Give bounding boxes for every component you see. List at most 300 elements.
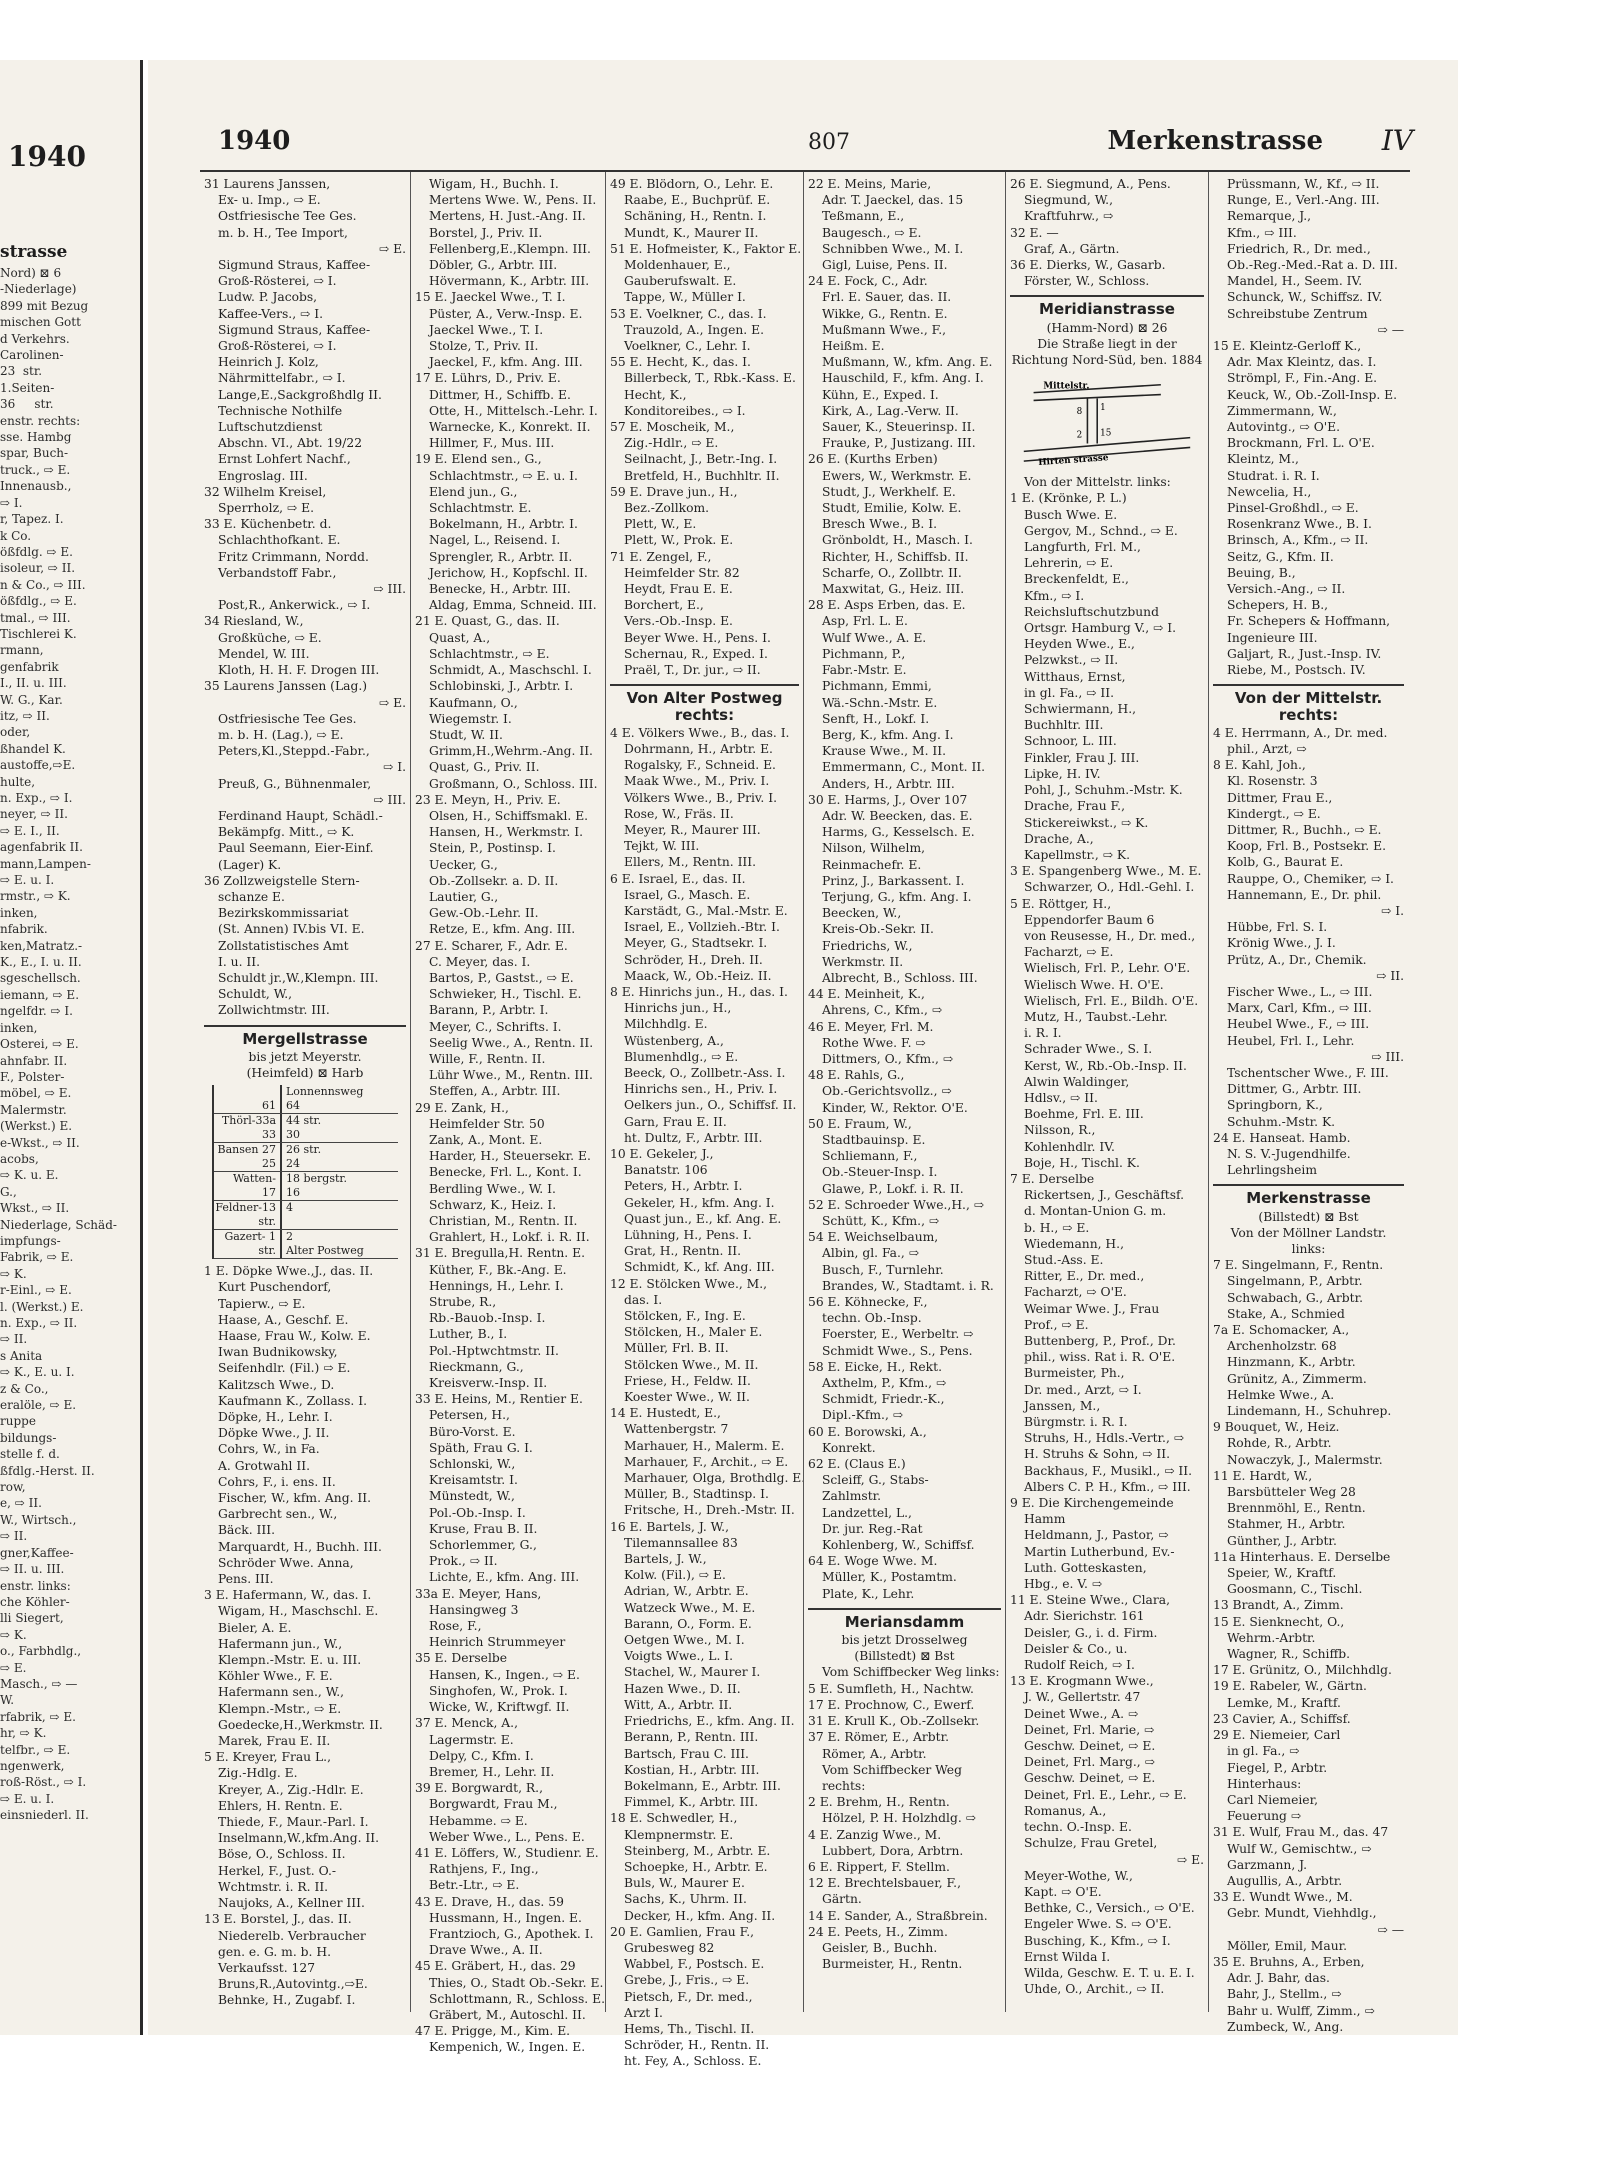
resident-line: Brinsch, A., Kfm., ⇨ II. xyxy=(1227,533,1369,548)
map-row xyxy=(214,1128,398,1143)
map-row xyxy=(214,1099,398,1114)
house-entry: 47 E. Prigge, M., Kim. E. xyxy=(415,2024,571,2039)
resident-line: Sauer, K., Steuerinsp. II. xyxy=(822,420,976,435)
resident-line: Schröder, H., Dreh. II. xyxy=(624,952,763,967)
resident-line: Kühn, E., Exped. I. xyxy=(822,387,939,402)
resident-line: Pens. III. xyxy=(218,1572,274,1587)
resident-line: Dittmer, Frau E., xyxy=(1227,790,1333,805)
prev-line: o., Farbhdlg., xyxy=(0,1644,82,1659)
resident-line: Schmidt, K., kf. Ang. III. xyxy=(624,1260,775,1275)
prev-line: ⇨ II. xyxy=(0,1332,28,1347)
prev-line: n & Co., ⇨ III. xyxy=(0,577,86,592)
resident-line: Lindemann, H., Schuhrep. xyxy=(1227,1404,1392,1419)
resident-line: Meyer, G., Stadtsekr. I. xyxy=(624,936,768,951)
resident-line: Bez.-Zollkom. xyxy=(624,501,710,516)
prev-line: agenfabrik II. xyxy=(0,840,83,855)
resident-line: Hdlsv., ⇨ II. xyxy=(1024,1090,1098,1105)
resident-line: Wiegemstr. I. xyxy=(429,711,512,726)
prev-line: ⇨ E. xyxy=(0,1660,27,1675)
prev-line: ngenwerk, xyxy=(0,1758,65,1773)
resident-line: m. b. H. (Lag.), ⇨ E. xyxy=(218,727,344,742)
resident-line: Kostian, H., Arbtr. III. xyxy=(624,1762,760,1777)
resident-line: Bretfeld, H., Buchhltr. II. xyxy=(624,468,780,483)
resident-line: Benecke, Frl. L., Kont. I. xyxy=(429,1165,582,1180)
resident-line: Mertens Wwe. W., Pens. II. xyxy=(429,193,597,208)
map-row xyxy=(214,1244,398,1259)
prev-line: 1.Seiten- xyxy=(0,380,55,395)
map-row xyxy=(214,1157,398,1172)
prev-line: ⇨ K. xyxy=(0,1627,27,1642)
resident-line: ht. Dultz, F., Arbtr. III. xyxy=(624,1130,763,1145)
resident-line: techn. O.-Insp. E. xyxy=(1024,1820,1132,1835)
resident-line: Peters, H., Arbtr. I. xyxy=(624,1179,743,1194)
section-subheading: Von der Möllner Landstr. xyxy=(1230,1225,1387,1240)
prev-line: roß-Röst., ⇨ I. xyxy=(0,1775,87,1790)
resident-line: Abschn. VI., Abt. 19/22 xyxy=(218,436,363,451)
resident-line: Wagner, R., Schiffb. xyxy=(1227,1647,1350,1662)
resident-line: Klempnermstr. E. xyxy=(624,1827,734,1842)
resident-line: ⇨ — xyxy=(1377,1922,1404,1937)
resident-line: Berdling Wwe., W. I. xyxy=(429,1181,556,1196)
resident-line: Barann, O., Form. E. xyxy=(624,1616,752,1631)
prev-line: e, ⇨ II. xyxy=(0,1496,42,1511)
resident-line: Stud.-Ass. E. xyxy=(1024,1252,1104,1267)
house-entry: 49 E. Blödorn, O., Lehr. E. xyxy=(610,177,774,191)
resident-line: Mutz, H., Taubst.-Lehr. xyxy=(1024,1009,1168,1024)
resident-line: Kruse, Frau B. II. xyxy=(429,1521,538,1536)
house-entry: 17 E. Lührs, D., Priv. E. xyxy=(415,371,561,386)
section-heading: Meriansdamm xyxy=(808,1608,1001,1630)
resident-line: Fabr.-Mstr. E. xyxy=(822,663,907,678)
resident-line: ⇨ II. xyxy=(1376,968,1404,983)
resident-line: in gl. Fa., ⇨ II. xyxy=(1024,685,1114,700)
house-entry: 8 E. Hinrichs jun., H., das. I. xyxy=(610,984,788,999)
house-entry: 56 E. Köhnecke, F., xyxy=(808,1295,928,1310)
prev-line: ßhandel K. xyxy=(0,741,66,756)
resident-line: ⇨ E. xyxy=(378,241,406,256)
prev-line: eralöle, ⇨ E. xyxy=(0,1398,77,1413)
resident-line: Hansen, H., Werkmstr. I. xyxy=(429,825,584,840)
resident-line: Israel, G., Masch. E. xyxy=(624,887,751,902)
house-entry: 19 E. Elend sen., G., xyxy=(415,452,542,467)
map-left-label: 17 xyxy=(214,1186,282,1200)
resident-line: Studt, Emilie, Kolw. E. xyxy=(822,501,962,516)
resident-line: Wabbel, F., Postsch. E. xyxy=(624,1957,765,1972)
prev-line: ahnfabr. II. xyxy=(0,1053,68,1068)
resident-line: Kaufmann K., Zollass. I. xyxy=(218,1393,367,1408)
prev-line: ößfdlg., ⇨ E. xyxy=(0,594,77,609)
resident-line: Prütz, A., Dr., Chemik. xyxy=(1227,952,1367,967)
resident-line: Tappe, W., Müller I. xyxy=(624,290,746,305)
resident-line: Vom Schiffbecker Weg xyxy=(822,1762,962,1777)
resident-line: Schlachtmstr., ⇨ E. xyxy=(429,646,550,661)
resident-line: Gräbert, M., Autoschl. II. xyxy=(429,2007,586,2022)
resident-line: Ewers, W., Werkmstr. E. xyxy=(822,468,972,483)
map-right-label: 64 xyxy=(286,1099,300,1113)
resident-line: Groß-Rösterei, ⇨ I. xyxy=(218,339,337,354)
resident-line: Boje, H., Tischl. K. xyxy=(1024,1155,1140,1170)
house-entry: 19 E. Rabeler, W., Gärtn. xyxy=(1213,1679,1367,1694)
resident-line: Glawe, P., Lokf. i. R. II. xyxy=(822,1181,964,1196)
resident-line: Lemke, M., Kraftf. xyxy=(1227,1695,1341,1710)
resident-line: Benecke, H., Arbtr. III. xyxy=(429,582,571,597)
house-entry: 12 E. Stölcken Wwe., M., xyxy=(610,1276,768,1291)
resident-line: Burmeister, Ph., xyxy=(1024,1366,1125,1381)
resident-line: Zahlmstr. xyxy=(822,1489,882,1504)
column-4 xyxy=(803,172,1005,2012)
resident-line: Marx, Carl, Kfm., ⇨ III. xyxy=(1227,1001,1372,1016)
resident-line: Olsen, H., Schiffsmakl. E. xyxy=(429,808,589,823)
section-subheading: links: xyxy=(1291,1242,1326,1256)
house-entry: 14 E. Sander, A., Straßbrein. xyxy=(808,1908,988,1923)
resident-line: Nagel, L., Reisend. I. xyxy=(429,533,561,548)
resident-line: Singelmann, P., Arbtr. xyxy=(1227,1274,1363,1289)
directory-page xyxy=(148,60,1458,2069)
house-entry: 7 E. Singelmann, F., Rentn. xyxy=(1213,1258,1384,1273)
resident-line: Büro-Vorst. E. xyxy=(429,1424,516,1439)
resident-line: Schernau, R., Exped. I. xyxy=(624,646,768,661)
section-subheading: Richtung Nord-Süd, ben. 1884 xyxy=(1011,353,1203,368)
prev-line: Nord) ⊠ 6 xyxy=(0,266,62,280)
prev-line: ⇨ E. I., II. xyxy=(0,823,60,838)
house-entry: 11 E. Steine Wwe., Clara, xyxy=(1010,1593,1170,1608)
resident-line: Klempn.-Mstr., ⇨ E. xyxy=(218,1701,342,1716)
resident-line: ⇨ I. xyxy=(1381,903,1404,918)
house-entry: 57 E. Moscheik, M., xyxy=(610,420,735,435)
section-heading: Merkenstrasse xyxy=(1213,1184,1404,1206)
house-entry: 43 E. Drave, H., das. 59 xyxy=(415,1894,564,1909)
resident-line: Technische Nothilfe xyxy=(218,403,343,418)
resident-line: Rohde, R., Arbtr. xyxy=(1227,1436,1332,1451)
resident-line: Ernst Wilda I. xyxy=(1024,1949,1111,1964)
prev-line: telfbr., ⇨ E. xyxy=(0,1742,71,1757)
resident-line: ht. Fey, A., Schloss. E. xyxy=(624,2054,762,2069)
map-row xyxy=(214,1186,398,1201)
resident-line: Post,R., Ankerwick., ⇨ I. xyxy=(218,598,371,613)
resident-line: Brandes, W., Stadtamt. i. R. xyxy=(822,1278,994,1293)
prev-line: k Co. xyxy=(0,528,32,543)
house-entry: 5 E. Kreyer, Frau L., xyxy=(204,1750,331,1765)
resident-line: Richter, H., Schiffsb. II. xyxy=(822,549,969,564)
resident-line: Friedrichs, W., xyxy=(822,938,913,953)
house-entry: 32 E. — xyxy=(1010,225,1059,240)
resident-line: Terjung, G., kfm. Ang. I. xyxy=(822,889,972,904)
resident-line: Bieler, A. E. xyxy=(218,1620,292,1635)
resident-line: Kapellmstr., ⇨ K. xyxy=(1024,847,1131,862)
resident-line: Konditoreibes., ⇨ I. xyxy=(624,403,746,418)
prev-line: row, xyxy=(0,1480,26,1495)
resident-line: I. u. II. xyxy=(218,954,261,969)
prev-line: Wkst., ⇨ II. xyxy=(0,1201,70,1216)
map-label-15: 15 xyxy=(1100,428,1112,439)
resident-line: Rosenkranz Wwe., B. I. xyxy=(1227,517,1372,532)
resident-line: Boehme, Frl. E. III. xyxy=(1024,1107,1144,1122)
section-heading: Von Alter Postweg rechts: xyxy=(610,684,799,722)
map-drawing xyxy=(1014,374,1200,468)
map-right-label: 24 xyxy=(286,1157,300,1171)
resident-line: Stahmer, H., Arbtr. xyxy=(1227,1517,1346,1532)
resident-line: Scleiff, G., Stabs- xyxy=(822,1473,929,1488)
resident-line: Landzettel, L., xyxy=(822,1505,912,1520)
house-entry: 15 E. Sienknecht, O., xyxy=(1213,1614,1345,1629)
resident-line: Münstedt, W., xyxy=(429,1489,515,1504)
map-row xyxy=(214,1114,398,1128)
resident-line: Versich.-Ang., ⇨ II. xyxy=(1227,582,1346,597)
map-left-label: 33 xyxy=(214,1128,282,1142)
house-entry: 58 E. Eicke, H., Rekt. xyxy=(808,1359,942,1374)
resident-line: Adr. Max Kleintz, das. I. xyxy=(1227,355,1377,370)
resident-line: Heinrich J. Kolz, xyxy=(218,355,319,370)
resident-line: Heimfelder Str. 50 xyxy=(429,1116,545,1131)
resident-line: Bruns,R.,Autovintg.,⇨E. xyxy=(218,1977,368,1992)
resident-line: Heyden Wwe., E., xyxy=(1024,637,1135,652)
house-entry: 33 E. Wundt Wwe., M. xyxy=(1213,1890,1353,1905)
resident-line: Emmermann, C., Mont. II. xyxy=(822,760,986,775)
prev-line: ⇨ K., E. u. I. xyxy=(0,1365,75,1380)
resident-line: Steffen, A., Arbtr. III. xyxy=(429,1084,561,1099)
resident-line: Pietsch, F., Dr. med., xyxy=(624,1989,753,2004)
resident-line: Großküche, ⇨ E. xyxy=(218,630,322,645)
house-entry: 26 E. Siegmund, A., Pens. xyxy=(1010,177,1171,191)
resident-line: Döpke Wwe., J. II. xyxy=(218,1426,330,1441)
resident-line: Cohrs, F., i. ens. II. xyxy=(218,1474,336,1489)
resident-line: Springborn, K., xyxy=(1227,1098,1323,1113)
header-year: 1940 xyxy=(218,126,291,156)
resident-line: Marhauer, F., Archit., ⇨ E. xyxy=(624,1454,789,1469)
resident-line: Zimmermann, W., xyxy=(1227,403,1337,418)
resident-line: Arzt I. xyxy=(624,2005,663,2020)
house-entry: 24 E. Hanseat. Hamb. xyxy=(1213,1130,1351,1145)
resident-line: Fischer Wwe., L., ⇨ III. xyxy=(1227,984,1373,999)
resident-line: Lehrerin, ⇨ E. xyxy=(1024,556,1114,571)
resident-line: Ludw. P. Jacobs, xyxy=(218,290,318,305)
resident-line: Ob.-Gerichtsvollz., ⇨ xyxy=(822,1084,952,1099)
resident-line: Bresch Wwe., B. I. xyxy=(822,517,938,532)
resident-line: Schlachthofkant. E. xyxy=(218,533,341,548)
resident-line: Marquardt, H., Buchh. III. xyxy=(218,1539,382,1554)
map-left-label: Thörl-33a xyxy=(214,1114,282,1128)
resident-line: Bürgmstr. i. R. I. xyxy=(1024,1415,1128,1430)
prev-line: sgeschellsch. xyxy=(0,971,81,986)
previous-page-fragment xyxy=(0,60,143,2035)
prev-line: ⇨ II. xyxy=(0,1529,28,1544)
resident-line: Decker, H., kfm. Ang. II. xyxy=(624,1908,776,1923)
resident-line: Heimfelder Str. 82 xyxy=(624,565,740,580)
map-right-label: 44 str. xyxy=(286,1114,322,1128)
resident-line: Wulf W., Gemischtw., ⇨ xyxy=(1227,1841,1372,1856)
house-entry: 1 E. Döpke Wwe.,J., das. II. xyxy=(204,1264,374,1279)
resident-line: Milchhdlg. E. xyxy=(624,1017,708,1032)
prev-line: ößfdlg. ⇨ E. xyxy=(0,544,73,559)
map-left-label: 25 xyxy=(214,1157,282,1171)
resident-line: Billerbeck, T., Rbk.-Kass. E. xyxy=(624,371,796,386)
resident-line: A. Grotwahl II. xyxy=(218,1458,310,1473)
prev-line: I., II. u. III. xyxy=(0,676,67,691)
prev-line: r, Tapez. I. xyxy=(0,512,64,527)
resident-line: Kreis-Ob.-Sekr. II. xyxy=(822,922,934,937)
house-entry: 10 E. Gekeler, J., xyxy=(610,1146,714,1161)
house-entry: 11a Hinterhaus. E. Derselbe xyxy=(1213,1549,1391,1564)
resident-line: Ehlers, H. Rentn. E. xyxy=(218,1798,343,1813)
resident-line: Luftschutzdienst xyxy=(218,420,323,435)
resident-line: rechts: xyxy=(822,1778,866,1793)
house-entry: 24 E. Peets, H., Zimm. xyxy=(808,1924,948,1939)
resident-line: Jaeckel, F., kfm. Ang. III. xyxy=(429,355,583,370)
resident-line: Heldmann, J., Pastor, ⇨ xyxy=(1024,1528,1169,1543)
resident-line: Petersen, H., xyxy=(429,1408,510,1423)
resident-line: Cohrs, W., in Fa. xyxy=(218,1442,320,1457)
house-entry: 15 E. Kleintz-Gerloff K., xyxy=(1213,339,1362,354)
resident-line: Tschentscher Wwe., F. III. xyxy=(1227,1065,1389,1080)
resident-line: Grahlert, H., Lokf. i. R. II. xyxy=(429,1230,590,1245)
resident-line: Brockmann, Frl. L. O'E. xyxy=(1227,436,1375,451)
resident-line: Feuerung ⇨ xyxy=(1227,1809,1302,1824)
resident-line: Meyer, R., Maurer III. xyxy=(624,822,761,837)
resident-line: Studt, J., Werkhelf. E. xyxy=(822,484,956,499)
resident-line: Heubel, Frl. I., Lehr. xyxy=(1227,1033,1355,1048)
resident-line: Zollstatistisches Amt xyxy=(218,938,349,953)
prev-page-street: strasse xyxy=(0,242,68,262)
house-entry: 51 E. Hofmeister, K., Faktor E. xyxy=(610,241,802,256)
map-label-mittelstr: Mittelstr. xyxy=(1043,381,1090,392)
resident-line: Schuldt jr.,W.,Klempn. III. xyxy=(218,970,379,985)
resident-line: Schlachtmstr., ⇨ E. u. I. xyxy=(429,468,578,483)
resident-line: Deinet, Frl. E., Lehr., ⇨ E. xyxy=(1024,1787,1187,1802)
resident-line: Kalitzsch Wwe., D. xyxy=(218,1377,335,1392)
resident-line: Gergov, M., Schnd., ⇨ E. xyxy=(1024,523,1178,538)
resident-line: Bethke, C., Versich., ⇨ O'E. xyxy=(1024,1901,1195,1916)
prev-line: Niederlage, Schäd- xyxy=(0,1217,117,1232)
resident-line: Hebamme. ⇨ E. xyxy=(429,1813,528,1828)
house-entry: 20 E. Gamlien, Frau F., xyxy=(610,1924,755,1939)
resident-line: Lichte, E., kfm. Ang. III. xyxy=(429,1570,580,1585)
resident-line: Jerichow, H., Kopfschl. II. xyxy=(429,565,588,580)
resident-line: Iwan Budnikowsky, xyxy=(218,1345,338,1360)
prev-line: genfabrik xyxy=(0,659,59,674)
house-entry: 9 Bouquet, W., Heiz. xyxy=(1213,1420,1340,1435)
house-entry: 23 E. Meyn, H., Priv. E. xyxy=(415,792,561,807)
resident-line: Quast, G., Priv. II. xyxy=(429,760,540,775)
resident-line: Seifenhdlr. (Fil.) ⇨ E. xyxy=(218,1361,351,1376)
resident-line: Maxwitat, G., Heiz. III. xyxy=(822,582,965,597)
resident-line: Püster, A., Verw.-Insp. E. xyxy=(429,306,583,321)
resident-line: Grebe, J., Fris., ⇨ E. xyxy=(624,1973,750,1988)
resident-line: Witt, A., Arbtr. II. xyxy=(624,1697,733,1712)
house-entry: 34 Riesland, W., xyxy=(204,614,304,629)
resident-line: b. H., ⇨ E. xyxy=(1024,1220,1090,1235)
column-5 xyxy=(1005,172,1208,2012)
resident-line: Busch, F., Turnlehr. xyxy=(822,1262,944,1277)
resident-line: Lange,E.,Sackgroßhdlg II. xyxy=(218,387,382,402)
prev-line: spar, Buch- xyxy=(0,446,69,461)
resident-line: Albers C. P. H., Kfm., ⇨ III. xyxy=(1024,1479,1191,1494)
house-entry: 1 E. (Krönke, P. L.) xyxy=(1010,491,1127,506)
resident-line: Wilda, Geschw. E. T. u. E. I. xyxy=(1024,1965,1195,1980)
prev-line: iemann, ⇨ E. xyxy=(0,987,80,1002)
resident-line: Otte, H., Mittelsch.-Lehr. I. xyxy=(429,403,598,418)
resident-line: Singhofen, W., Prok. I. xyxy=(429,1683,568,1698)
resident-line: Christian, M., Rentn. II. xyxy=(429,1214,578,1228)
resident-line: Wielisch, Frl. P., Lehr. O'E. xyxy=(1024,961,1191,976)
prev-page-text xyxy=(0,265,138,1824)
resident-line: Späth, Frau G. I. xyxy=(429,1440,533,1455)
house-entry: 7 E. Derselbe xyxy=(1010,1171,1095,1186)
prev-line: einsniederl. II. xyxy=(0,1808,89,1823)
resident-line: Stadtbauinsp. E. xyxy=(822,1132,926,1147)
resident-line: Backhaus, F., Musikl., ⇨ II. xyxy=(1024,1463,1193,1478)
resident-line: Hennings, H., Lehr. I. xyxy=(429,1278,564,1293)
resident-line: Kolb, G., Baurat E. xyxy=(1227,855,1344,870)
resident-line: Stein, P., Postinsp. I. xyxy=(429,841,556,856)
resident-line: Luth. Gotteskasten, xyxy=(1024,1560,1147,1575)
resident-line: N. S. V.-Jugendhilfe. xyxy=(1227,1146,1351,1161)
prev-line: W., Wirtsch., xyxy=(0,1512,77,1527)
resident-line: Delpy, C., Kfm. I. xyxy=(429,1748,534,1763)
resident-line: Kaufmann, O., xyxy=(429,695,518,710)
resident-line: Studrat. i. R. I. xyxy=(1227,468,1320,483)
resident-line: Berann, P., Rentn. III. xyxy=(624,1730,759,1745)
resident-line: Von der Mittelstr. links: xyxy=(1024,475,1171,490)
resident-line: Dittmers, O., Kfm., ⇨ xyxy=(822,1051,954,1066)
prev-line: möbel, ⇨ E. xyxy=(0,1086,72,1101)
resident-line: Grat, H., Rentn. II. xyxy=(624,1244,742,1259)
map-right-label: 4 xyxy=(286,1201,293,1215)
house-entry: 64 E. Woge Wwe. M. xyxy=(808,1554,938,1569)
resident-line: Geisler, B., Buchh. xyxy=(822,1940,938,1955)
resident-line: Hafermann sen., W., xyxy=(218,1685,345,1700)
house-entry: 36 E. Dierks, W., Gasarb. xyxy=(1010,258,1166,273)
resident-line: Hansen, K., Ingen., ⇨ E. xyxy=(429,1667,580,1682)
resident-line: Schulze, Frau Gretel, xyxy=(1024,1836,1158,1851)
house-entry: 6 E. Rippert, F. Stellm. xyxy=(808,1859,950,1874)
resident-line: Geschw. Deinet, ⇨ E. xyxy=(1024,1771,1156,1786)
resident-line: Foerster, E., Werbeltr. ⇨ xyxy=(822,1327,974,1342)
house-entry: 8 E. Kahl, Joh., xyxy=(1213,758,1306,773)
resident-line: C. Meyer, das. I. xyxy=(429,954,531,969)
prev-page-year: 1940 xyxy=(8,140,86,173)
resident-line: Bezirkskommissariat xyxy=(218,906,349,921)
resident-line: Garbrecht sen., W., xyxy=(218,1507,338,1522)
resident-line: Inselmann,W.,kfm.Ang. II. xyxy=(218,1831,380,1846)
resident-line: Grünitz, A., Zimmerm. xyxy=(1227,1371,1367,1386)
map-left-label: Watten- xyxy=(214,1172,282,1186)
resident-line: Pelzwkst., ⇨ II. xyxy=(1024,653,1119,668)
resident-line: Geschw. Deinet, ⇨ E. xyxy=(1024,1739,1156,1754)
resident-line: Kraftfuhrw., ⇨ xyxy=(1024,209,1114,224)
resident-line: Stölcken Wwe., M. II. xyxy=(624,1357,759,1372)
house-entry: 16 E. Bartels, J. W., xyxy=(610,1519,729,1534)
resident-line: Plett, W., E. xyxy=(624,517,697,532)
section-subheading: (Heimfeld) ⊠ Harb xyxy=(246,1065,364,1080)
resident-line: Uhde, O., Archit., ⇨ II. xyxy=(1024,1982,1165,1997)
resident-line: Studt, W. II. xyxy=(429,727,503,742)
resident-line: Günther, J., Arbtr. xyxy=(1227,1533,1337,1548)
resident-line: d. Montan-Union G. m. xyxy=(1024,1204,1167,1219)
resident-line: Goedecke,H.,Werkmstr. II. xyxy=(218,1717,383,1732)
resident-line: Deinet, Frl. Marg., ⇨ xyxy=(1024,1755,1155,1770)
prev-line: K., E., I. u. II. xyxy=(0,955,82,970)
resident-line: Thies, O., Stadt Ob.-Sekr. E. xyxy=(429,1975,604,1990)
resident-line: Strube, R., xyxy=(429,1295,497,1310)
resident-line: Adr. J. Bahr, das. xyxy=(1227,1971,1330,1986)
resident-line: Bokelmann, E., Arbtr. III. xyxy=(624,1778,781,1793)
house-entry: 12 E. Brechtelsbauer, F., xyxy=(808,1876,961,1891)
prev-line: hr, ⇨ K. xyxy=(0,1726,47,1741)
resident-line: Baugesch., ⇨ E. xyxy=(822,225,922,240)
resident-line: Graf, A., Gärtn. xyxy=(1024,241,1120,256)
resident-line: Frauke, P., Justizang. III. xyxy=(822,436,976,451)
prev-line: Masch., ⇨ — xyxy=(0,1676,78,1691)
